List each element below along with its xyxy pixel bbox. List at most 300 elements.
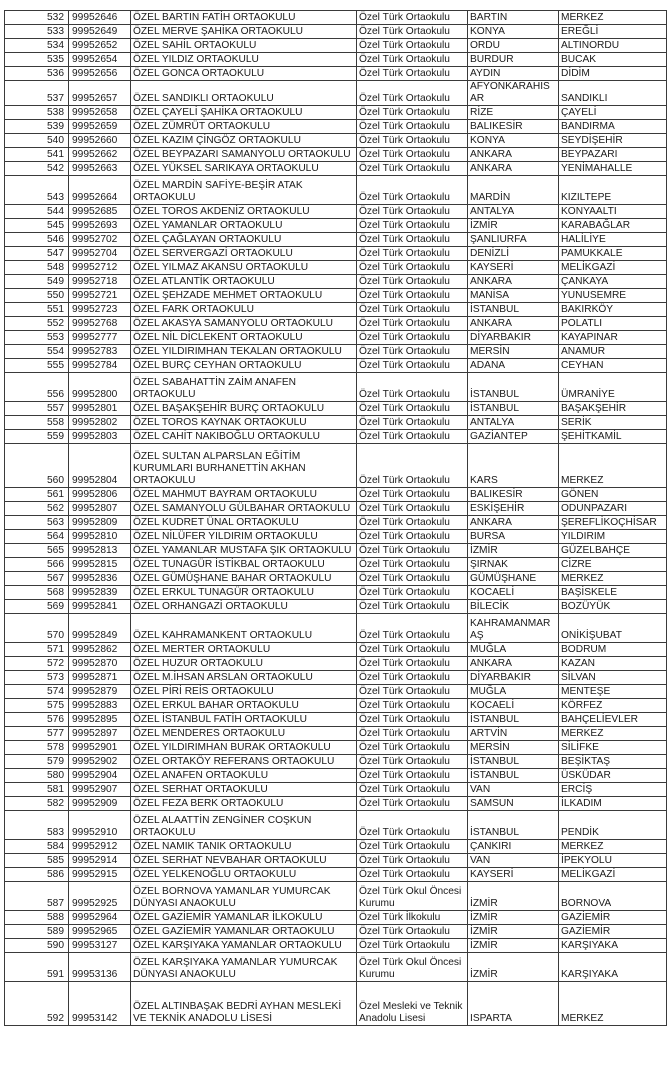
- district-cell: SERİK: [559, 416, 667, 430]
- district-cell: MELİKGAZİ: [559, 261, 667, 275]
- province-cell: MUĞLA: [468, 643, 559, 657]
- school-name-cell: ÖZEL HUZUR ORTAOKULU: [131, 657, 357, 671]
- institution-code-cell: 99952654: [69, 53, 131, 67]
- district-cell: GÖNEN: [559, 488, 667, 502]
- table-row: [5, 53, 667, 67]
- table-row: [5, 530, 667, 544]
- district-cell: DİDİM: [559, 67, 667, 81]
- table-row: [5, 769, 667, 783]
- province-cell: DİYARBAKIR: [468, 331, 559, 345]
- school-name-cell: ÖZEL ŞEHZADE MEHMET ORTAOKULU: [131, 289, 357, 303]
- district-cell: ŞEHİTKAMİL: [559, 430, 667, 444]
- row-number-cell: 552: [5, 317, 69, 331]
- institution-code-cell: 99952656: [69, 67, 131, 81]
- institution-code-cell: 99952897: [69, 727, 131, 741]
- row-number-cell: 565: [5, 544, 69, 558]
- province-cell: ISPARTA: [468, 982, 559, 1026]
- table-row: [5, 671, 667, 685]
- school-name-cell: ÖZEL KUDRET ÜNAL ORTAOKULU: [131, 516, 357, 530]
- province-cell: AFYONKARAHİSAR: [468, 81, 559, 106]
- school-type-cell: Özel Türk Okul Öncesi Kurumu: [357, 953, 468, 982]
- table-row: [5, 219, 667, 233]
- district-cell: PAMUKKALE: [559, 247, 667, 261]
- row-number-cell: 532: [5, 11, 69, 25]
- table-row: [5, 289, 667, 303]
- district-cell: MERKEZ: [559, 444, 667, 488]
- row-number-cell: 534: [5, 39, 69, 53]
- province-cell: ANTALYA: [468, 416, 559, 430]
- row-number-cell: 563: [5, 516, 69, 530]
- row-number-cell: 589: [5, 925, 69, 939]
- province-cell: ŞIRNAK: [468, 558, 559, 572]
- school-name-cell: ÖZEL YILDIRIMHAN TEKALAN ORTAOKULU: [131, 345, 357, 359]
- district-cell: YENİMAHALLE: [559, 162, 667, 176]
- table-row: [5, 741, 667, 755]
- row-number-cell: 584: [5, 840, 69, 854]
- institution-code-cell: 99952712: [69, 261, 131, 275]
- row-number-cell: 582: [5, 797, 69, 811]
- row-number-cell: 555: [5, 359, 69, 373]
- district-cell: BUCAK: [559, 53, 667, 67]
- district-cell: BORNOVA: [559, 882, 667, 911]
- district-cell: KARABAĞLAR: [559, 219, 667, 233]
- school-name-cell: ÖZEL NAMIK TANIK ORTAOKULU: [131, 840, 357, 854]
- district-cell: BAKIRKÖY: [559, 303, 667, 317]
- district-cell: PENDİK: [559, 811, 667, 840]
- institution-code-cell: 99952810: [69, 530, 131, 544]
- table-row: [5, 854, 667, 868]
- district-cell: MELİKGAZİ: [559, 868, 667, 882]
- school-name-cell: ÖZEL ATLANTİK ORTAOKULU: [131, 275, 357, 289]
- row-number-cell: 577: [5, 727, 69, 741]
- school-name-cell: ÖZEL KAZIM ÇİNGÖZ ORTAOKULU: [131, 134, 357, 148]
- district-cell: SİLVAN: [559, 671, 667, 685]
- school-type-cell: Özel Türk Ortaokulu: [357, 614, 468, 643]
- province-cell: SAMSUN: [468, 797, 559, 811]
- school-name-cell: ÖZEL GONCA ORTAOKULU: [131, 67, 357, 81]
- school-type-cell: Özel Türk Ortaokulu: [357, 840, 468, 854]
- province-cell: DİYARBAKIR: [468, 671, 559, 685]
- institution-code-cell: 99952909: [69, 797, 131, 811]
- school-name-cell: ÖZEL GAZİEMİR YAMANLAR ORTAOKULU: [131, 925, 357, 939]
- institution-code-cell: 99952664: [69, 176, 131, 205]
- school-name-cell: ÖZEL SULTAN ALPARSLAN EĞİTİM KURUMLARI BURHANETTİN AKHAN ORTAOKULU: [131, 444, 357, 488]
- school-name-cell: ÖZEL SABAHATTİN ZAİM ANAFEN ORTAOKULU: [131, 373, 357, 402]
- row-number-cell: 576: [5, 713, 69, 727]
- school-type-cell: Özel Türk Ortaokulu: [357, 402, 468, 416]
- school-name-cell: ÖZEL İSTANBUL FATİH ORTAOKULU: [131, 713, 357, 727]
- school-name-cell: ÖZEL SERVERGAZİ ORTAOKULU: [131, 247, 357, 261]
- institution-code-cell: 99953127: [69, 939, 131, 953]
- district-cell: MERKEZ: [559, 840, 667, 854]
- row-number-cell: 541: [5, 148, 69, 162]
- row-number-cell: 583: [5, 811, 69, 840]
- row-number-cell: 592: [5, 982, 69, 1026]
- institution-code-cell: 99952883: [69, 699, 131, 713]
- school-name-cell: ÖZEL YELKENOĞLU ORTAOKULU: [131, 868, 357, 882]
- row-number-cell: 550: [5, 289, 69, 303]
- province-cell: ANKARA: [468, 516, 559, 530]
- row-number-cell: 562: [5, 502, 69, 516]
- institution-code-cell: 99952907: [69, 783, 131, 797]
- table-row: [5, 643, 667, 657]
- province-cell: BURSA: [468, 530, 559, 544]
- district-cell: GAZİEMİR: [559, 925, 667, 939]
- row-number-cell: 570: [5, 614, 69, 643]
- institution-code-cell: 99952902: [69, 755, 131, 769]
- district-cell: MERKEZ: [559, 11, 667, 25]
- district-cell: CİZRE: [559, 558, 667, 572]
- school-name-cell: ÖZEL ERKUL BAHAR ORTAOKULU: [131, 699, 357, 713]
- table-row: [5, 81, 667, 106]
- school-type-cell: Özel Türk Ortaokulu: [357, 176, 468, 205]
- district-cell: MERKEZ: [559, 727, 667, 741]
- institution-code-cell: 99952862: [69, 643, 131, 657]
- table-row: [5, 11, 667, 25]
- school-name-cell: ÖZEL FARK ORTAOKULU: [131, 303, 357, 317]
- institution-code-cell: 99952659: [69, 120, 131, 134]
- school-type-cell: Özel Türk Ortaokulu: [357, 219, 468, 233]
- province-cell: RİZE: [468, 106, 559, 120]
- institution-code-cell: 99952662: [69, 148, 131, 162]
- institution-code-cell: 99952663: [69, 162, 131, 176]
- school-type-cell: Özel Türk Ortaokulu: [357, 106, 468, 120]
- school-name-cell: ÖZEL AKASYA SAMANYOLU ORTAOKULU: [131, 317, 357, 331]
- institution-code-cell: 99952925: [69, 882, 131, 911]
- province-cell: İZMİR: [468, 953, 559, 982]
- table-row: [5, 614, 667, 643]
- school-type-cell: Özel Türk Ortaokulu: [357, 516, 468, 530]
- school-type-cell: Özel Türk Ortaokulu: [357, 600, 468, 614]
- school-type-cell: Özel Türk Ortaokulu: [357, 854, 468, 868]
- school-type-cell: Özel Türk Ortaokulu: [357, 162, 468, 176]
- table-row: [5, 558, 667, 572]
- district-cell: MERKEZ: [559, 982, 667, 1026]
- district-cell: SANDIKLI: [559, 81, 667, 106]
- table-row: [5, 699, 667, 713]
- province-cell: BURDUR: [468, 53, 559, 67]
- row-number-cell: 573: [5, 671, 69, 685]
- district-cell: KAZAN: [559, 657, 667, 671]
- row-number-cell: 575: [5, 699, 69, 713]
- district-cell: ÜSKÜDAR: [559, 769, 667, 783]
- institution-code-cell: 99952904: [69, 769, 131, 783]
- row-number-cell: 578: [5, 741, 69, 755]
- institution-code-cell: 99952879: [69, 685, 131, 699]
- table-row: [5, 685, 667, 699]
- institution-code-cell: 99952807: [69, 502, 131, 516]
- district-cell: ÜMRANİYE: [559, 373, 667, 402]
- institution-code-cell: 99952871: [69, 671, 131, 685]
- school-type-cell: Özel Türk Ortaokulu: [357, 699, 468, 713]
- province-cell: ANKARA: [468, 657, 559, 671]
- district-cell: BEYPAZARI: [559, 148, 667, 162]
- table-row: [5, 840, 667, 854]
- institution-code-cell: 99952783: [69, 345, 131, 359]
- institution-code-cell: 99952964: [69, 911, 131, 925]
- province-cell: KONYA: [468, 134, 559, 148]
- school-type-cell: Özel Türk Ortaokulu: [357, 685, 468, 699]
- table-row: [5, 176, 667, 205]
- school-type-cell: Özel Türk Ortaokulu: [357, 444, 468, 488]
- school-name-cell: ÖZEL M.İHSAN ARSLAN ORTAOKULU: [131, 671, 357, 685]
- row-number-cell: 566: [5, 558, 69, 572]
- school-type-cell: Özel Türk İlkokulu: [357, 911, 468, 925]
- school-type-cell: Özel Türk Ortaokulu: [357, 416, 468, 430]
- school-type-cell: Özel Türk Ortaokulu: [357, 925, 468, 939]
- table-row: [5, 502, 667, 516]
- school-name-cell: ÖZEL ANAFEN ORTAOKULU: [131, 769, 357, 783]
- row-number-cell: 556: [5, 373, 69, 402]
- district-cell: GAZİEMİR: [559, 911, 667, 925]
- district-cell: ÇAYELİ: [559, 106, 667, 120]
- district-cell: BAŞİSKELE: [559, 586, 667, 600]
- institution-code-cell: 99952912: [69, 840, 131, 854]
- school-name-cell: ÖZEL YAMANLAR MUSTAFA ŞIK ORTAOKULU: [131, 544, 357, 558]
- table-row: [5, 148, 667, 162]
- school-type-cell: Özel Türk Ortaokulu: [357, 247, 468, 261]
- province-cell: KAYSERİ: [468, 261, 559, 275]
- institution-code-cell: 99952723: [69, 303, 131, 317]
- province-cell: MERSİN: [468, 345, 559, 359]
- province-cell: İZMİR: [468, 911, 559, 925]
- institution-code-cell: 99952836: [69, 572, 131, 586]
- school-name-cell: ÖZEL MAHMUT BAYRAM ORTAOKULU: [131, 488, 357, 502]
- province-cell: VAN: [468, 854, 559, 868]
- row-number-cell: 537: [5, 81, 69, 106]
- district-cell: KONYAALTI: [559, 205, 667, 219]
- province-cell: İSTANBUL: [468, 303, 559, 317]
- school-type-cell: Özel Türk Ortaokulu: [357, 359, 468, 373]
- province-cell: İZMİR: [468, 882, 559, 911]
- province-cell: BALIKESİR: [468, 120, 559, 134]
- school-type-cell: Özel Türk Ortaokulu: [357, 488, 468, 502]
- school-type-cell: Özel Türk Ortaokulu: [357, 331, 468, 345]
- row-number-cell: 536: [5, 67, 69, 81]
- institution-code-cell: 99952649: [69, 25, 131, 39]
- school-name-cell: ÖZEL MENDERES ORTAOKULU: [131, 727, 357, 741]
- district-cell: İLKADIM: [559, 797, 667, 811]
- school-name-cell: ÖZEL YÜKSEL SARIKAYA ORTAOKULU: [131, 162, 357, 176]
- school-type-cell: Özel Türk Ortaokulu: [357, 373, 468, 402]
- province-cell: ANTALYA: [468, 205, 559, 219]
- row-number-cell: 548: [5, 261, 69, 275]
- school-type-cell: Özel Türk Ortaokulu: [357, 544, 468, 558]
- table-row: [5, 755, 667, 769]
- province-cell: GAZİANTEP: [468, 430, 559, 444]
- district-cell: BEŞİKTAŞ: [559, 755, 667, 769]
- row-number-cell: 571: [5, 643, 69, 657]
- row-number-cell: 590: [5, 939, 69, 953]
- school-name-cell: ÖZEL SERHAT NEVBAHAR ORTAOKULU: [131, 854, 357, 868]
- table-row: [5, 488, 667, 502]
- district-cell: KÖRFEZ: [559, 699, 667, 713]
- province-cell: MUĞLA: [468, 685, 559, 699]
- school-name-cell: ÖZEL BARTIN FATİH ORTAOKULU: [131, 11, 357, 25]
- table-body: [5, 11, 667, 1026]
- district-cell: KIZILTEPE: [559, 176, 667, 205]
- school-list-document: [0, 10, 670, 1026]
- school-type-cell: Özel Türk Ortaokulu: [357, 586, 468, 600]
- institution-code-cell: 99952704: [69, 247, 131, 261]
- school-type-cell: Özel Mesleki ve Teknik Anadolu Lisesi: [357, 982, 468, 1026]
- district-cell: EREĞLİ: [559, 25, 667, 39]
- table-row: [5, 811, 667, 840]
- school-type-cell: Özel Türk Okul Öncesi Kurumu: [357, 882, 468, 911]
- row-number-cell: 591: [5, 953, 69, 982]
- province-cell: ARTVİN: [468, 727, 559, 741]
- district-cell: BAŞAKŞEHİR: [559, 402, 667, 416]
- row-number-cell: 538: [5, 106, 69, 120]
- school-name-cell: ÖZEL ÇAĞLAYAN ORTAOKULU: [131, 233, 357, 247]
- province-cell: ESKİŞEHİR: [468, 502, 559, 516]
- district-cell: ODUNPAZARI: [559, 502, 667, 516]
- table-row: [5, 783, 667, 797]
- district-cell: BAHÇELİEVLER: [559, 713, 667, 727]
- table-row: [5, 275, 667, 289]
- institution-code-cell: 99952646: [69, 11, 131, 25]
- institution-code-cell: 99952802: [69, 416, 131, 430]
- table-row: [5, 67, 667, 81]
- school-type-cell: Özel Türk Ortaokulu: [357, 345, 468, 359]
- school-name-cell: ÖZEL YILMAZ AKANSU ORTAOKULU: [131, 261, 357, 275]
- institution-code-cell: 99952914: [69, 854, 131, 868]
- row-number-cell: 551: [5, 303, 69, 317]
- row-number-cell: 580: [5, 769, 69, 783]
- table-row: [5, 868, 667, 882]
- school-type-cell: Özel Türk Ortaokulu: [357, 25, 468, 39]
- school-type-cell: Özel Türk Ortaokulu: [357, 727, 468, 741]
- row-number-cell: 559: [5, 430, 69, 444]
- institution-code-cell: 99952895: [69, 713, 131, 727]
- province-cell: MERSİN: [468, 741, 559, 755]
- province-cell: İSTANBUL: [468, 769, 559, 783]
- institution-code-cell: 99952800: [69, 373, 131, 402]
- school-type-cell: Özel Türk Ortaokulu: [357, 39, 468, 53]
- province-cell: ANKARA: [468, 317, 559, 331]
- province-cell: GÜMÜŞHANE: [468, 572, 559, 586]
- school-table: [4, 10, 667, 1026]
- institution-code-cell: 99953142: [69, 982, 131, 1026]
- table-row: [5, 247, 667, 261]
- table-row: [5, 134, 667, 148]
- school-type-cell: Özel Türk Ortaokulu: [357, 289, 468, 303]
- table-row: [5, 373, 667, 402]
- school-name-cell: ÖZEL BAŞAKŞEHİR BURÇ ORTAOKULU: [131, 402, 357, 416]
- province-cell: ŞANLIURFA: [468, 233, 559, 247]
- table-row: [5, 911, 667, 925]
- province-cell: KAYSERİ: [468, 868, 559, 882]
- table-row: [5, 713, 667, 727]
- school-name-cell: ÖZEL FEZA BERK ORTAOKULU: [131, 797, 357, 811]
- table-row: [5, 25, 667, 39]
- province-cell: KAHRAMANMARAŞ: [468, 614, 559, 643]
- province-cell: İSTANBUL: [468, 402, 559, 416]
- school-type-cell: Özel Türk Ortaokulu: [357, 811, 468, 840]
- province-cell: İSTANBUL: [468, 811, 559, 840]
- school-name-cell: ÖZEL SANDIKLI ORTAOKULU: [131, 81, 357, 106]
- institution-code-cell: 99952702: [69, 233, 131, 247]
- district-cell: YUNUSEMRE: [559, 289, 667, 303]
- school-type-cell: Özel Türk Ortaokulu: [357, 205, 468, 219]
- row-number-cell: 588: [5, 911, 69, 925]
- table-row: [5, 572, 667, 586]
- school-type-cell: Özel Türk Ortaokulu: [357, 741, 468, 755]
- institution-code-cell: 99952910: [69, 811, 131, 840]
- institution-code-cell: 99952801: [69, 402, 131, 416]
- school-type-cell: Özel Türk Ortaokulu: [357, 430, 468, 444]
- province-cell: ANKARA: [468, 148, 559, 162]
- table-row: [5, 345, 667, 359]
- institution-code-cell: 99952718: [69, 275, 131, 289]
- province-cell: AYDIN: [468, 67, 559, 81]
- row-number-cell: 553: [5, 331, 69, 345]
- institution-code-cell: 99952685: [69, 205, 131, 219]
- table-row: [5, 657, 667, 671]
- school-name-cell: ÖZEL MERTER ORTAOKULU: [131, 643, 357, 657]
- table-row: [5, 516, 667, 530]
- table-row: [5, 106, 667, 120]
- school-type-cell: Özel Türk Ortaokulu: [357, 53, 468, 67]
- district-cell: CEYHAN: [559, 359, 667, 373]
- school-name-cell: ÖZEL BEYPAZARI SAMANYOLU ORTAOKULU: [131, 148, 357, 162]
- school-name-cell: ÖZEL ALTINBAŞAK BEDRİ AYHAN MESLEKİ VE TEKNİK ANADOLU LİSESİ: [131, 982, 357, 1026]
- district-cell: İPEKYOLU: [559, 854, 667, 868]
- institution-code-cell: 99952721: [69, 289, 131, 303]
- institution-code-cell: 99952777: [69, 331, 131, 345]
- province-cell: MANİSA: [468, 289, 559, 303]
- school-name-cell: ÖZEL NİL DİCLEKENT ORTAOKULU: [131, 331, 357, 345]
- row-number-cell: 544: [5, 205, 69, 219]
- institution-code-cell: 99952849: [69, 614, 131, 643]
- row-number-cell: 543: [5, 176, 69, 205]
- district-cell: ALTINORDU: [559, 39, 667, 53]
- school-type-cell: Özel Türk Ortaokulu: [357, 134, 468, 148]
- district-cell: SİLİFKE: [559, 741, 667, 755]
- school-name-cell: ÖZEL ERKUL TUNAGÜR ORTAOKULU: [131, 586, 357, 600]
- district-cell: ŞEREFLİKOÇHİSAR: [559, 516, 667, 530]
- district-cell: BOZÜYÜK: [559, 600, 667, 614]
- table-row: [5, 303, 667, 317]
- row-number-cell: 569: [5, 600, 69, 614]
- table-row: [5, 39, 667, 53]
- school-type-cell: Özel Türk Ortaokulu: [357, 713, 468, 727]
- institution-code-cell: 99952804: [69, 444, 131, 488]
- district-cell: KARŞIYAKA: [559, 953, 667, 982]
- institution-code-cell: 99952803: [69, 430, 131, 444]
- school-type-cell: Özel Türk Ortaokulu: [357, 671, 468, 685]
- table-row: [5, 727, 667, 741]
- table-row: [5, 205, 667, 219]
- row-number-cell: 572: [5, 657, 69, 671]
- province-cell: İSTANBUL: [468, 713, 559, 727]
- school-name-cell: ÖZEL PİRİ REİS ORTAOKULU: [131, 685, 357, 699]
- province-cell: MARDİN: [468, 176, 559, 205]
- province-cell: ADANA: [468, 359, 559, 373]
- school-type-cell: Özel Türk Ortaokulu: [357, 530, 468, 544]
- province-cell: BARTIN: [468, 11, 559, 25]
- district-cell: ONİKİŞUBAT: [559, 614, 667, 643]
- school-type-cell: Özel Türk Ortaokulu: [357, 120, 468, 134]
- table-row: [5, 331, 667, 345]
- school-type-cell: Özel Türk Ortaokulu: [357, 11, 468, 25]
- table-row: [5, 953, 667, 982]
- district-cell: BODRUM: [559, 643, 667, 657]
- school-type-cell: Özel Türk Ortaokulu: [357, 755, 468, 769]
- province-cell: İZMİR: [468, 219, 559, 233]
- province-cell: KONYA: [468, 25, 559, 39]
- institution-code-cell: 99952901: [69, 741, 131, 755]
